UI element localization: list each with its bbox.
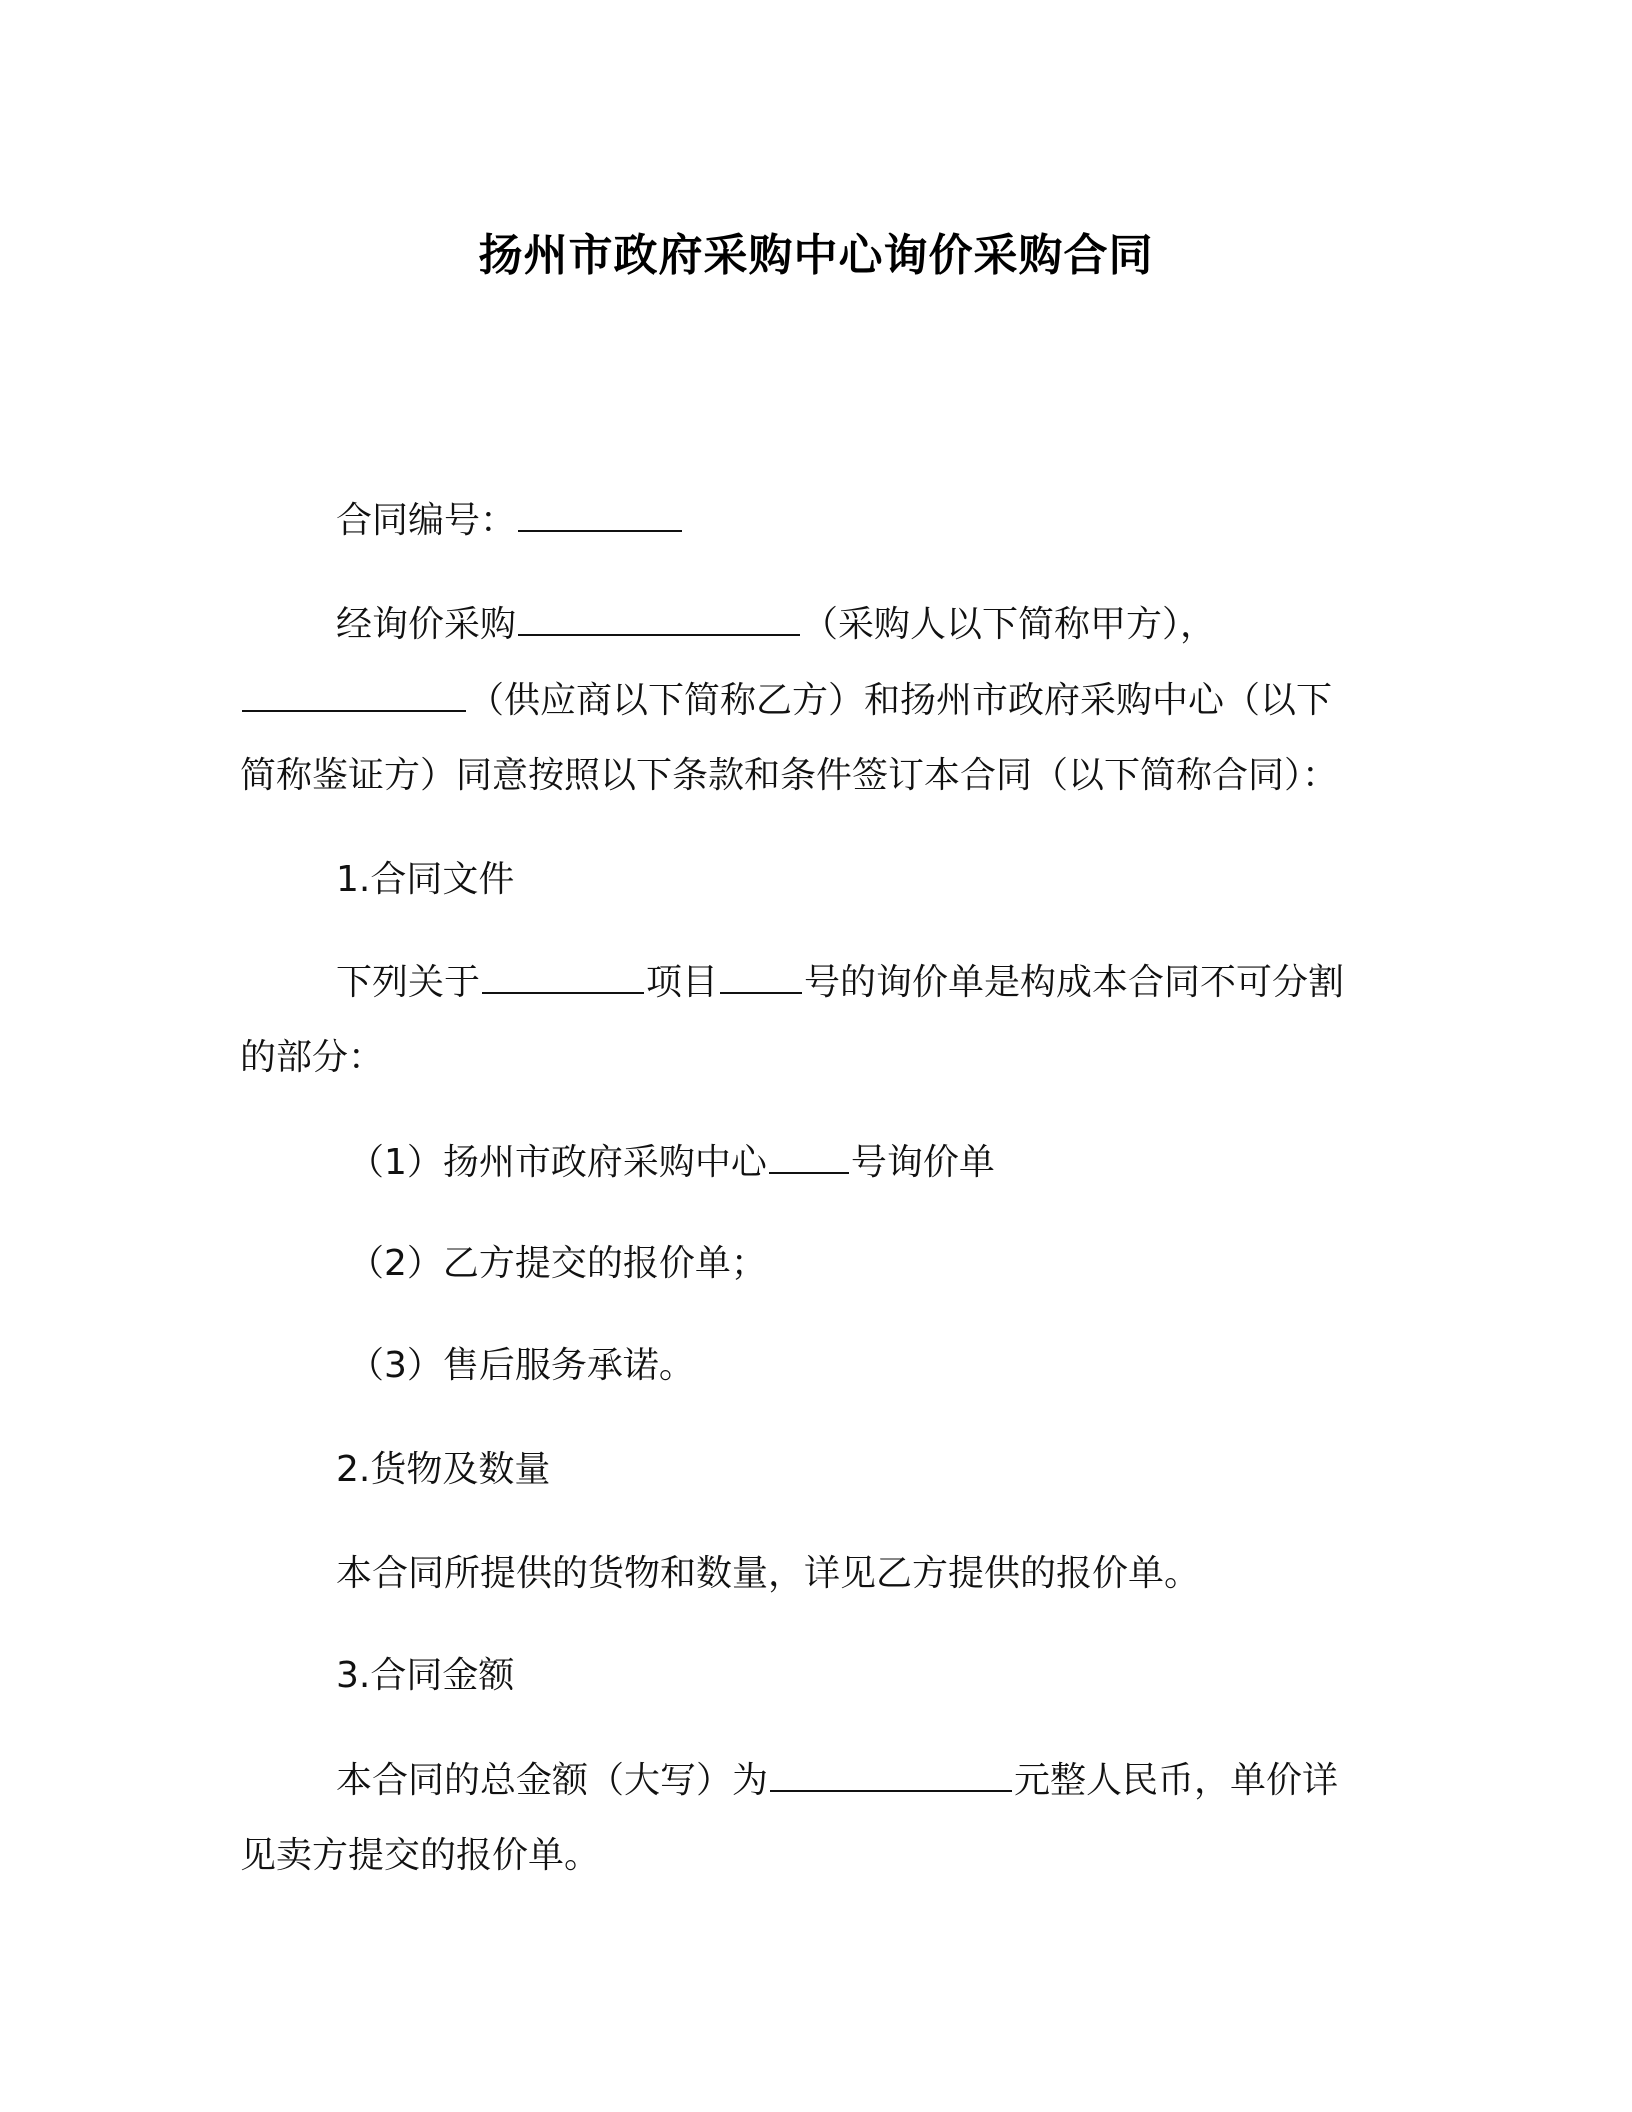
amount-blank [770, 1756, 1012, 1792]
section-2-heading: 2.货物及数量 [336, 1449, 551, 1490]
list-item-3: （3）售后服务承诺。 [348, 1345, 695, 1386]
section-1-body-line-1 [336, 958, 1344, 1007]
intro-text-4: 简称鉴证方）同意按照以下条款和条件签订本合同（以下简称合同）： [240, 755, 1339, 796]
section-1-text-3: 号的询价单是构成本合同不可分割 [804, 962, 1345, 1003]
list-item-2: （2）乙方提交的报价单； [348, 1243, 767, 1284]
document-title: 扬州市政府采购中心询价采购合同 [478, 230, 1154, 281]
list-item-1 [348, 1138, 995, 1187]
section-3-body-line-1 [336, 1756, 1338, 1805]
intro-text-1: 经询价采购 [336, 604, 517, 645]
section-3-body-line-2: 见卖方提交的报价单。 [240, 1835, 601, 1876]
section-1-heading: 1.合同文件 [336, 859, 515, 900]
section-3-text-2: 元整人民币，单价详 [1014, 1760, 1339, 1801]
intro-text-2: （采购人以下简称甲方）， [802, 604, 1217, 645]
intro-line-3 [240, 752, 1338, 800]
section-3-heading: 3.合同金额 [336, 1655, 515, 1696]
contract-number-line [336, 496, 684, 545]
intro-text-3: （供应商以下简称乙方）和扬州市政府采购中心（以下 [468, 680, 1333, 721]
intro-line-2 [240, 676, 1332, 725]
intro-line-1 [336, 600, 1216, 649]
supplier-blank [242, 676, 466, 712]
contract-number-blank [518, 496, 682, 532]
inquiry-number-blank [769, 1138, 849, 1174]
list-item-1-text-1: （1）扬州市政府采购中心 [348, 1142, 767, 1183]
section-3-text-1: 本合同的总金额（大写）为 [336, 1760, 769, 1801]
purchaser-blank [518, 600, 800, 636]
section-2-body: 本合同所提供的货物和数量，详见乙方提供的报价单。 [336, 1553, 1201, 1594]
section-1-body-line-2: 的部分： [240, 1037, 385, 1078]
list-item-1-text-2: 号询价单 [850, 1142, 995, 1183]
project-number-blank [720, 958, 802, 994]
section-1-text-1: 下列关于 [336, 962, 481, 1003]
section-1-text-2: 项目 [646, 962, 719, 1003]
project-blank [482, 958, 644, 994]
contract-number-label: 合同编号： [336, 500, 517, 541]
